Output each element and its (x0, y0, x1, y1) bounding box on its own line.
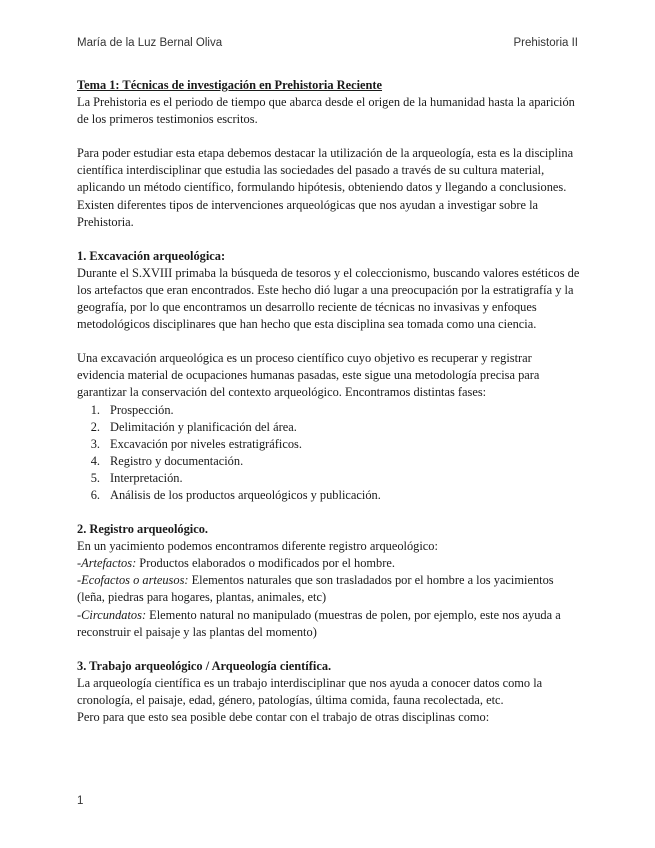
section-2-intro: En un yacimiento podemos encontramos diferente registro arqueológico: (77, 539, 438, 554)
intro-paragraph: La Prehistoria es el periodo de tiempo que abarca desde el origen de la humanidad hasta la aparición de los primeros testimonios escritos. (77, 95, 575, 127)
record-item-artefactos: -Artefactos: Productos elaborados o modificados por el hombre. (77, 556, 395, 571)
page-header (77, 37, 578, 49)
record-item-ecofactos: -Ecofactos o arteusos: Elementos naturales que son trasladados por el hombre a los yacimientos (leña, piedras para hogares, plantas, animales, etc) (77, 573, 554, 605)
section-1-heading: 1. Excavación arqueológica: (77, 248, 226, 263)
list-item: 6. Análisis de los productos arqueológicos y publicación. (90, 487, 381, 502)
section-3-paragraph-1: La arqueología científica es un trabajo interdisciplinar que nos ayuda a conocer datos como la cronología, el paisaje, edad, género, patologías, última comida, fauna recolectada, etc. (77, 675, 543, 707)
list-item: 2. Delimitación y planificación del área. (90, 419, 297, 434)
course-name: Prehistoria II (513, 37, 578, 49)
archaeology-paragraph: Para poder estudiar esta etapa debemos destacar la utilización de la arqueología, esta es la disciplina científica interdisciplinar que estudia las sociedades del pasado a través de su cultura material, aplicando un método científico, formulando hipótesis, obteniendo datos y llegando a conclusiones. Existen diferentes tipos de intervenciones arqueológicas que nos ayudan a investigar sobre la Prehistoria. (77, 146, 574, 229)
author-name: María de la Luz Bernal Oliva (77, 37, 223, 49)
section-2-heading: 2. Registro arqueológico. (77, 522, 209, 537)
phases-list (77, 402, 582, 505)
document-title: Tema 1: Técnicas de investigación en Prehistoria Reciente (77, 78, 383, 92)
section-1-paragraph-1: Durante el S.XVIII primaba la búsqueda de tesoros y el coleccionismo, buscando valores estéticos de los artefactos que eran encontrados. Este hecho dió lugar a una preocupación por la estratigrafía y la geografía, por lo que encontramos un desarrollo reciente de técnicas no invasivas y enfoques metodológicos disciplinares que han hecho que esta disciplina sea tomada como una ciencia. (77, 265, 580, 332)
section-3-paragraph-2: Pero para que esto sea posible debe contar con el trabajo de otras disciplinas como: (77, 710, 490, 724)
record-item-circundatos: -Circundatos: Elemento natural no manipulado (muestras de polen, por ejemplo, este nos ayuda a reconstruir el paisaje y las plantas del momento) (77, 607, 561, 639)
section-3-heading: 3. Trabajo arqueológico / Arqueología científica. (77, 658, 332, 673)
list-item: 5. Interpretación. (90, 470, 183, 485)
section-1-paragraph-2: Una excavación arqueológica es un proceso científico cuyo objetivo es recuperar y registrar evidencia material de ocupaciones humanas pasadas, este sigue una metodología precisa para garantizar la conservación del contexto arqueológico. Encontramos distintas fases: (77, 351, 540, 400)
document-body (77, 77, 582, 726)
list-item: 4. Registro y documentación. (90, 453, 244, 468)
list-item: 1. Prospección. (90, 402, 174, 417)
list-item: 3. Excavación por niveles estratigráficos. (90, 436, 302, 451)
page-number: 1 (77, 795, 84, 807)
